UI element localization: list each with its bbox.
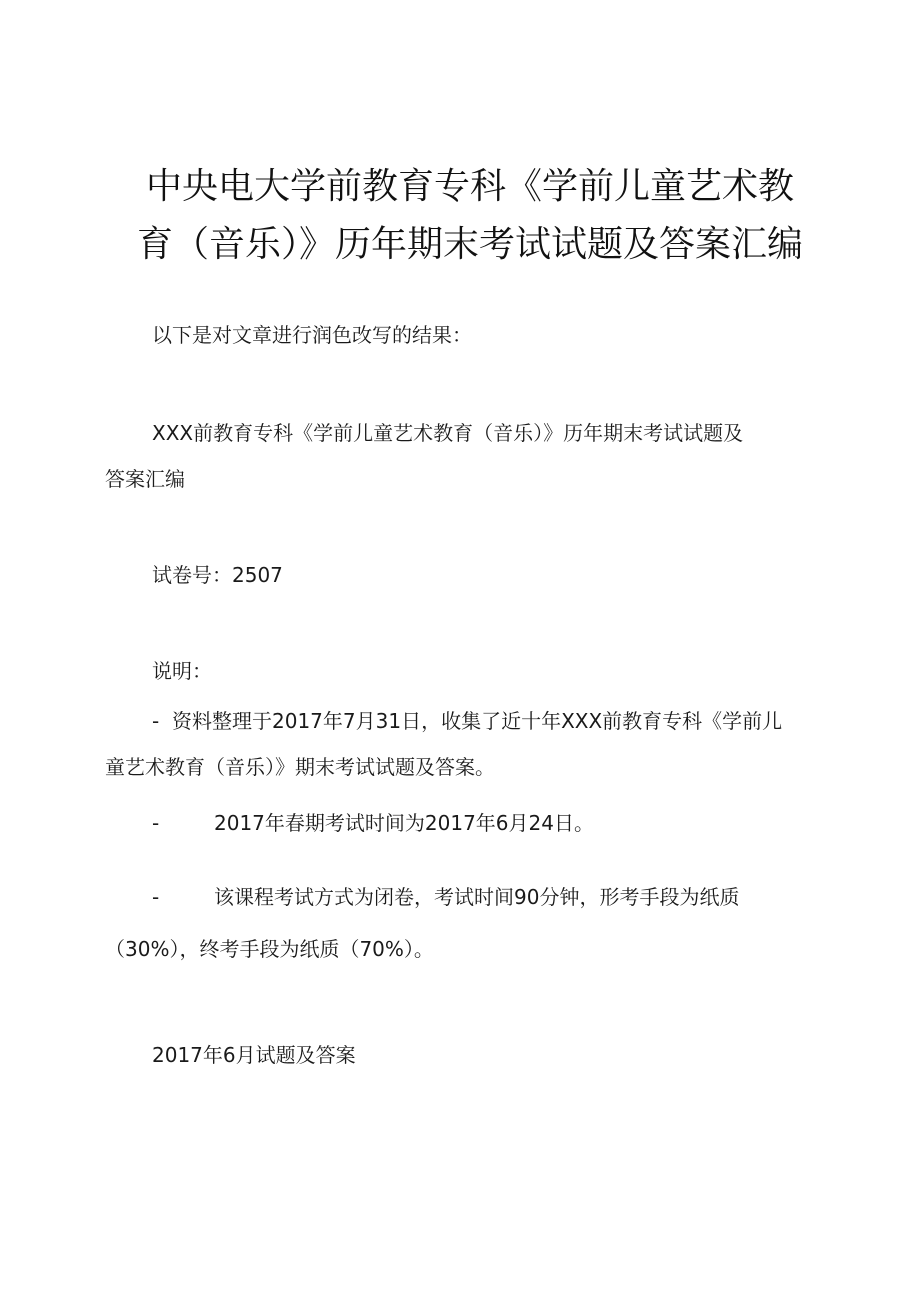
section-heading: 2017年6月试题及答案 xyxy=(152,1043,356,1067)
note-item-2 xyxy=(105,806,805,840)
note-2-line-1: 2017年春期考试时间为2017年6月24日。 xyxy=(214,811,594,835)
bullet-dash-icon: - xyxy=(152,811,160,835)
note-1-line-1: 资料整理于2017年7月31日，收集了近十年XXX前教育专科《学前儿 xyxy=(172,709,783,733)
bullet-dash-icon: - xyxy=(152,709,160,733)
subtitle-paragraph xyxy=(105,416,805,496)
title-line-2: 育（音乐）》历年期末考试试题及答案汇编 xyxy=(136,224,803,265)
bullet-dash-icon: - xyxy=(152,885,160,909)
intro-paragraph: 以下是对文章进行润色改写的结果： xyxy=(152,323,472,347)
note-item-1 xyxy=(105,704,805,784)
subtitle-line-2: 答案汇编 xyxy=(105,467,185,491)
notes-heading: 说明： xyxy=(152,659,212,683)
note-1-line-2: 童艺术教育（音乐）》期末考试试题及答案。 xyxy=(105,755,495,779)
note-3-line-1: 该课程考试方式为闭卷，考试时间90分钟，形考手段为纸质 xyxy=(214,885,740,909)
subtitle-line-1: XXX前教育专科《学前儿童艺术教育（音乐）》历年期末考试试题及 xyxy=(152,421,744,445)
paper-number: 试卷号：2507 xyxy=(152,563,283,587)
title-line-1: 中央电大学前教育专科《学前儿童艺术教 xyxy=(145,166,794,207)
note-3-line-2: （30%），终考手段为纸质（70%）。 xyxy=(105,937,434,961)
document-title xyxy=(120,158,820,274)
note-item-3 xyxy=(105,880,805,966)
